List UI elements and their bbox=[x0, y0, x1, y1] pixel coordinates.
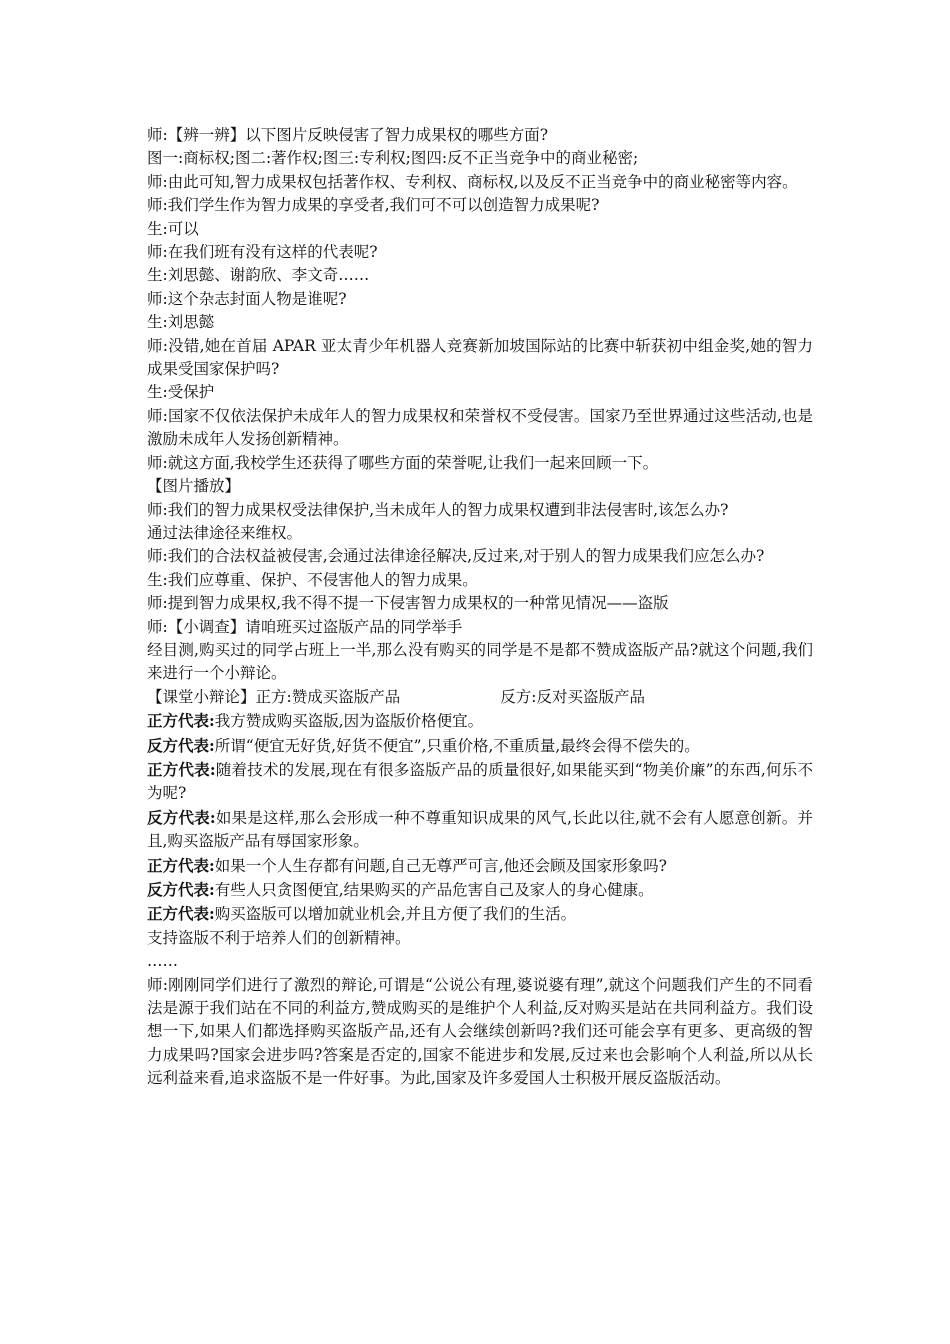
speaker-label: 正方代表: bbox=[147, 711, 215, 731]
paragraph bbox=[147, 639, 813, 686]
paragraph-text: 如果一个人生存都有问题,自己无尊严可言,他还会顾及国家形象吗? bbox=[214, 856, 667, 875]
paragraph-text: 有些人只贪图便宜,结果购买的产品危害自己及家人的身心健康。 bbox=[214, 881, 654, 899]
debate-line bbox=[147, 709, 813, 733]
paragraph bbox=[147, 616, 813, 639]
paragraph bbox=[147, 475, 813, 498]
debate-line bbox=[147, 950, 813, 973]
debate-line bbox=[147, 806, 813, 854]
paragraph-text: 师:【小调查】请咱班买过盗版产品的同学举手 bbox=[147, 617, 463, 636]
paragraph bbox=[147, 335, 813, 382]
debate-line bbox=[147, 878, 813, 902]
paragraph bbox=[147, 452, 813, 475]
paragraph-text: 购买盗版可以增加就业机会,并且方便了我们的生活。 bbox=[214, 905, 577, 924]
debate-con-side: 反方:反对买盗版产品 bbox=[500, 687, 645, 706]
paragraph bbox=[147, 241, 813, 264]
paragraph-text: 经目测,购买过的同学占班上一半,那么没有购买的同学是不是都不赞成盗版产品?就这个问题,我们来进行一个小辩论。 bbox=[147, 640, 813, 683]
paragraph-text: 所谓“便宜无好货,好货不便宜”,只重价格,不重质量,最终会得不偿失的。 bbox=[214, 736, 700, 755]
paragraph-text: 师:【辨一辨】以下图片反映侵害了智力成果权的哪些方面? bbox=[147, 126, 549, 144]
paragraph-text: 师:我们学生作为智力成果的享受者,我们可不可以创造智力成果呢? bbox=[147, 196, 600, 215]
paragraph-text: 师:由此可知,智力成果权包括著作权、专利权、商标权,以及反不正当竞争中的商业秘密等内容。 bbox=[147, 172, 798, 191]
paragraph-text: 随着技术的发展,现在有很多盗版产品的质量很好,如果能买到“物美价廉”的东西,何乐不为呢? bbox=[147, 760, 813, 803]
document-body bbox=[147, 124, 813, 1091]
lesson-dialogue bbox=[147, 124, 813, 686]
paragraph bbox=[147, 522, 813, 545]
paragraph bbox=[147, 592, 813, 615]
paragraph-text: 我方赞成购买盗版,因为盗版价格便宜。 bbox=[214, 712, 484, 731]
paragraph bbox=[147, 545, 813, 568]
speaker-label: 正方代表: bbox=[147, 904, 215, 924]
speaker-label: 反方代表: bbox=[147, 880, 215, 899]
paragraph-text: 支持盗版不利于培养人们的创新精神。 bbox=[147, 928, 411, 947]
debate-pro-side: 【课堂小辩论】正方:赞成买盗版产品 bbox=[147, 687, 401, 706]
paragraph-text: 师:我们的合法权益被侵害,会通过法律途径解决,反过来,对于别人的智力成果我们应怎么办? bbox=[147, 547, 765, 566]
paragraph-text: 图一:商标权;图二:著作权;图三:专利权;图四:反不正当竞争中的商业秘密; bbox=[147, 149, 639, 168]
paragraph-text: 师:我们的智力成果权受法律保护,当未成年人的智力成果权遭到非法侵害时,该怎么办? bbox=[147, 500, 729, 519]
speaker-label: 正方代表: bbox=[147, 855, 215, 875]
paragraph-text: 师:在我们班有没有这样的代表呢? bbox=[147, 243, 378, 262]
debate-line bbox=[147, 734, 813, 758]
paragraph bbox=[147, 288, 813, 311]
debate-line bbox=[147, 927, 813, 950]
paragraph bbox=[147, 381, 813, 404]
paragraph-text: 生:受保护 bbox=[147, 383, 215, 402]
paragraph-text: 师:没错,她在首届 APAR 亚太青少年机器人竞赛新加坡国际站的比赛中斩获初中组金奖,她的智力成果受国家保护吗? bbox=[147, 336, 813, 379]
debate-line bbox=[147, 854, 813, 878]
paragraph bbox=[147, 147, 813, 170]
paragraph-text: 生:刘思懿、谢韵欣、李文奇…… bbox=[147, 266, 370, 285]
speaker-label: 反方代表: bbox=[147, 735, 215, 755]
paragraph-text: 师:提到智力成果权,我不得不提一下侵害智力成果权的一种常见情况——盗版 bbox=[147, 594, 669, 613]
paragraph-text: 师:刚刚同学们进行了激烈的辩论,可谓是“公说公有理,婆说婆有理”,就这个问题我们产生的不同看法是源于我们站在不同的利益方,赞成购买的是维护个人利益,反对购买是站在共同利益方。我们设想一下,如果人们都选择购买盗版产品,还有人会继续创新吗?我们还可能会享有更多、更高级的智力成果吗?国家会进步吗?答案是否定的,国家不能进步和发展,反过来也会影响个人利益,所以从长远利益来看,追求盗版不是一件好事。为此,国家及许多爱国人士积极开展反盗版活动。 bbox=[147, 975, 813, 1088]
paragraph bbox=[147, 124, 813, 147]
paragraph bbox=[147, 405, 813, 452]
debate-header bbox=[147, 686, 813, 709]
paragraph bbox=[147, 171, 813, 194]
paragraph-text: 生:刘思懿 bbox=[147, 313, 215, 332]
debate-line bbox=[147, 758, 813, 806]
paragraph bbox=[147, 311, 813, 334]
paragraph bbox=[147, 264, 813, 287]
paragraph-text: 【图片播放】 bbox=[147, 477, 241, 496]
paragraph bbox=[147, 218, 813, 241]
paragraph-text: 生:我们应尊重、保护、不侵害他人的智力成果。 bbox=[147, 570, 478, 589]
speaker-label: 反方代表: bbox=[147, 807, 216, 827]
paragraph-text: 师:国家不仅依法保护未成年人的智力成果权和荣誉权不受侵害。国家乃至世界通过这些活动,也是激励未成年人发扬创新精神。 bbox=[147, 406, 813, 449]
paragraph-text: …… bbox=[147, 952, 178, 971]
paragraph bbox=[147, 569, 813, 592]
paragraph-text: 师:就这方面,我校学生还获得了哪些方面的荣誉呢,让我们一起来回顾一下。 bbox=[147, 453, 659, 472]
debate-section bbox=[147, 709, 813, 1091]
paragraph-text: 通过法律途径来维权。 bbox=[147, 523, 303, 542]
paragraph-text: 生:可以 bbox=[147, 219, 199, 238]
speaker-label: 正方代表: bbox=[147, 759, 216, 779]
paragraph-text: 师:这个杂志封面人物是谁呢? bbox=[147, 289, 347, 308]
paragraph bbox=[147, 194, 813, 217]
debate-line bbox=[147, 974, 813, 1091]
paragraph-text: 如果是这样,那么会形成一种不尊重知识成果的风气,长此以往,就不会有人愿意创新。并且,购买盗版产品有辱国家形象。 bbox=[147, 808, 813, 851]
debate-line bbox=[147, 902, 813, 926]
paragraph bbox=[147, 499, 813, 522]
